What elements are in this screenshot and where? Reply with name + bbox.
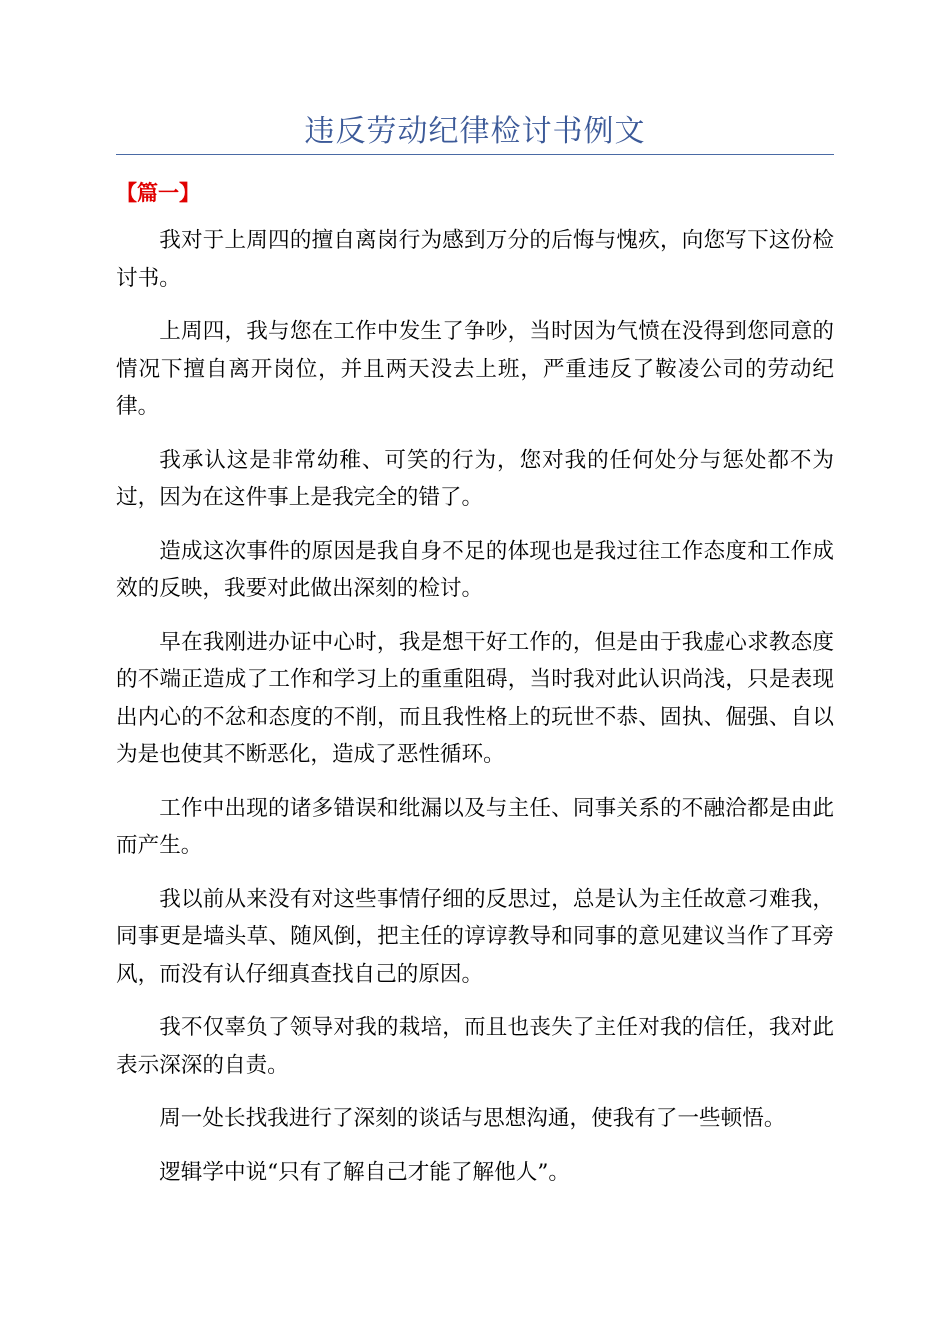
paragraph-3: 我承认这是非常幼稚、可笑的行为，您对我的任何处分与惩处都不为过，因为在这件事上是我完全的错了。 — [116, 447, 834, 510]
paragraph-7: 我以前从来没有对这些事情仔细的反思过，总是认为主任故意刁难我，同事更是墙头草、随风倒，把主任的谆谆教导和同事的意见建议当作了耳旁风，而没有认仔细真查找自己的原因。 — [116, 886, 834, 987]
document-title: 违反劳动纪律检讨书例文 — [304, 114, 646, 149]
paragraph-5: 早在我刚进办证中心时，我是想干好工作的，但是由于我虚心求教态度的不端正造成了工作和学习上的重重阻碍，当时我对此认识尚浅，只是表现出内心的不忿和态度的不削，而且我性格上的玩世不恭、固执、倔强、自以为是也使其不断恶化，造成了恶性循环。 — [116, 629, 834, 767]
section-heading: 【篇一】 — [116, 181, 200, 205]
paragraph-8: 我不仅辜负了领导对我的栽培，而且也丧失了主任对我的信任，我对此表示深深的自责。 — [116, 1015, 834, 1078]
paragraph-10: 逻辑学中说“只有了解自己才能了解他人”。 — [159, 1159, 570, 1185]
title-underline — [116, 154, 834, 155]
paragraph-6: 工作中出现的诸多错误和纰漏以及与主任、同事关系的不融洽都是由此而产生。 — [116, 795, 834, 858]
paragraph-9: 周一处长找我进行了深刻的谈话与思想沟通，使我有了一些顿悟。 — [159, 1106, 786, 1131]
paragraph-1: 我对于上周四的擅自离岗行为感到万分的后悔与愧疚，向您写下这份检讨书。 — [116, 228, 834, 291]
paragraph-4: 造成这次事件的原因是我自身不足的体现也是我过往工作态度和工作成效的反映，我要对此做出深刻的检讨。 — [116, 538, 834, 601]
document-body — [116, 222, 834, 1207]
paragraph-2: 上周四，我与您在工作中发生了争吵，当时因为气愤在没得到您同意的情况下擅自离开岗位，并且两天没去上班，严重违反了鞍凌公司的劳动纪律。 — [116, 319, 834, 419]
